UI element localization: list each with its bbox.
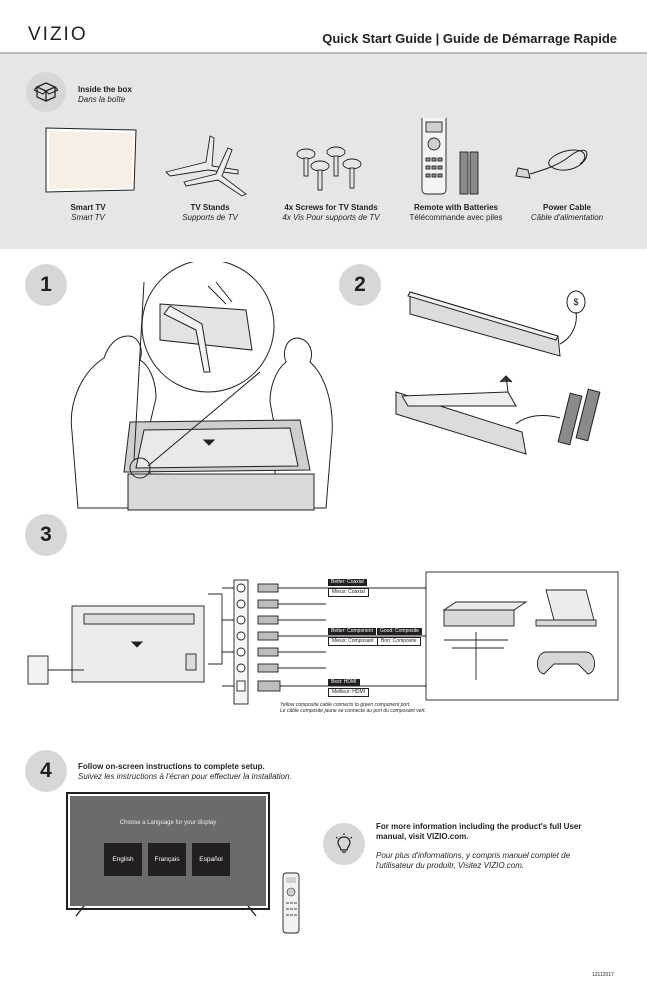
remote-illustration [282, 872, 300, 934]
vizio-logo: VIZIO [28, 24, 88, 45]
language-espanol-button[interactable]: Español [192, 843, 230, 876]
step-4-badge: 4 [25, 750, 67, 792]
item-label: 4x Screws for TV Stands [284, 203, 378, 212]
box-icon [26, 72, 66, 112]
tag-mieux-coaxial: Mieux: Coaxial [328, 588, 369, 597]
language-english-button[interactable]: English [104, 843, 142, 876]
item-tv-stands [160, 203, 260, 223]
tag-better-coaxial: Better: Coaxial [328, 579, 367, 586]
item-label: Smart TV [70, 203, 106, 212]
item-remote [396, 203, 516, 223]
lightbulb-icon [323, 823, 365, 865]
coin-symbol: $ [573, 297, 579, 307]
step-2-illustration [388, 284, 620, 460]
step-2-badge: 2 [339, 264, 381, 306]
more-info-en: For more information including the product's full User manual, visit VIZIO.com. [376, 822, 582, 841]
box-items-illustration [40, 118, 640, 200]
item-sublabel: Télécommande avec piles [409, 213, 503, 222]
item-screws [272, 203, 390, 223]
item-power-cable [514, 203, 620, 223]
composite-note-fr: Le câble composite jaune se connecte au port du composant vert. [280, 708, 426, 714]
item-sublabel: 4x Vis Pour supports de TV [282, 213, 380, 222]
step-1-badge: 1 [25, 264, 67, 306]
item-label: Power Cable [542, 203, 591, 212]
remote-batteries-illustration [422, 118, 478, 194]
item-label: TV Stands [190, 203, 230, 212]
item-label: Remote with Batteries [413, 203, 499, 212]
language-prompt: Choose a Language for your display [119, 820, 217, 826]
language-francais-button[interactable]: Français [148, 843, 186, 876]
tv-frame [66, 792, 270, 910]
inside-box-title: Inside the box [78, 85, 132, 94]
composite-note-en: Yellow composite cable connects to green component port. [280, 702, 411, 708]
step-3-connection-diagram [26, 570, 620, 710]
setup-instruction-en: Follow on-screen instructions to complete setup. [78, 762, 265, 771]
tag-good-composite: Good: Composite [377, 628, 422, 635]
tv-feet [66, 906, 286, 918]
item-smart-tv [38, 203, 138, 223]
tag-meilleur-hdmi: Meilleur: HDMI [328, 688, 369, 697]
inside-box-subtitle: Dans la boîte [78, 95, 126, 104]
item-sublabel: Smart TV [71, 213, 105, 222]
tag-better-component: Better: Component [328, 628, 376, 635]
tag-mieux-composant: Mieux: Composant [328, 637, 378, 646]
tv-stands-illustration [166, 136, 246, 196]
power-cable-illustration [516, 150, 587, 178]
item-sublabel: Supports de TV [182, 213, 238, 222]
tag-bon-composite: Bon: Composite [377, 637, 421, 646]
more-info-fr: Pour plus d'informations, y compris manuel complet de l'utilisateur du produitr, Visitez VIZIO.com. [376, 851, 571, 870]
setup-instruction-fr: Suivez les instructions à l'écran pour effectuer la installation. [78, 772, 292, 781]
smart-tv-illustration [46, 128, 136, 192]
step-3-badge: 3 [25, 514, 67, 556]
document-code: 12112017 [592, 972, 614, 978]
item-sublabel: Câble d'alimentation [530, 213, 604, 222]
step-1-illustration [64, 262, 338, 512]
page-title: Quick Start Guide | Guide de Démarrage Rapide [322, 31, 617, 46]
tag-best-hdmi: Best: HDMI [328, 679, 360, 686]
screws-illustration [297, 147, 361, 190]
